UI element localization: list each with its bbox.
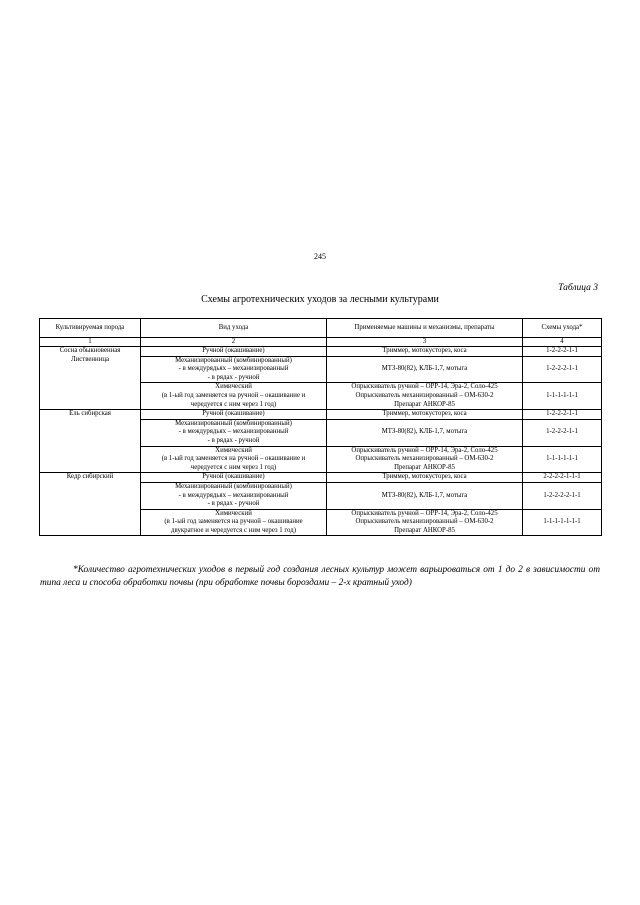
- footnote: *Количество агротехнических уходов в первый год создания лесных культур может варьироваться от 1 до 2 в зависимости от типа леса и способа обработки почвы (при обработке почвы бороздами – 2-х кратный уход): [40, 565, 600, 588]
- cell-line: Препарат АНКОР-85: [394, 400, 455, 408]
- cell-line: Сосна обыкновенная: [59, 347, 121, 354]
- header-species: Культивируемая порода: [40, 319, 141, 338]
- scheme-cell: 2-2-2-2-1-1-1: [523, 473, 602, 483]
- care-type-cell: [141, 509, 327, 536]
- table-row: [40, 410, 602, 420]
- scheme-cell: 1-2-2-2-2-1-1: [523, 482, 602, 509]
- care-type-cell: [141, 419, 327, 446]
- table-row: [40, 347, 602, 357]
- column-number: 2: [141, 338, 327, 347]
- cell-line: Препарат АНКОР-85: [394, 526, 455, 534]
- cell-line: Кедр сибирский: [66, 473, 114, 481]
- table-body: [40, 347, 602, 536]
- cell-line: (в 1-ый год заменяется на ручной – окашивание: [164, 518, 303, 526]
- cell-line: - в рядах - ручной: [207, 373, 260, 381]
- cell-line: МТЗ-80(82), КЛБ-1,7, мотыга: [381, 365, 468, 373]
- column-number: 3: [327, 338, 523, 347]
- scheme-cell: 1-2-2-2-1-1: [523, 347, 602, 357]
- page-number: 245: [314, 252, 326, 261]
- scheme-cell: 1-1-1-1-1-1-1: [523, 509, 602, 536]
- cell-line: - в междурядьях – механизированный: [178, 428, 289, 436]
- table-row: [40, 473, 602, 483]
- cell-line: Опрыскиватель ручной – ОРР-14, Эра-2, Соло-425: [351, 383, 498, 391]
- cell-line: - в междурядьях – механизированный: [178, 365, 289, 373]
- cell-line: Опрыскиватель ручной – ОРР-14, Эра-2, Соло-425: [351, 509, 498, 517]
- header-care-type: Вид ухода: [141, 319, 327, 338]
- cell-line: Ручной (окашивание): [202, 473, 265, 481]
- cell-line: Химический: [215, 446, 252, 454]
- care-type-cell: [141, 473, 327, 483]
- column-number: 4: [523, 338, 602, 347]
- cell-line: Механизированный (комбинированный): [175, 482, 292, 490]
- cell-line: Триммер, мотокусторез, коса: [382, 473, 467, 481]
- scheme-cell: 1-1-1-1-1-1: [523, 383, 602, 410]
- cell-line: (в 1-ый год заменяется на ручной – окашивание и: [161, 391, 306, 399]
- table-label: Таблица 3: [558, 283, 598, 293]
- care-type-cell: [141, 356, 327, 383]
- header-machines: Применяемые машины и механизмы, препараты: [327, 319, 523, 338]
- column-number: 1: [40, 338, 141, 347]
- cell-line: Триммер, мотокусторез, коса: [382, 410, 467, 418]
- machines-cell: [327, 446, 523, 473]
- scheme-cell: 1-2-2-2-1-1: [523, 410, 602, 420]
- cell-line: МТЗ-80(82), КЛБ-1,7, мотыга: [381, 491, 468, 499]
- machines-cell: [327, 383, 523, 410]
- cell-line: Опрыскиватель механизированный – ОМ-630-2: [355, 391, 494, 399]
- machines-cell: [327, 419, 523, 446]
- cell-line: Механизированный (комбинированный): [175, 356, 292, 364]
- machines-cell: [327, 347, 523, 357]
- care-type-cell: [141, 446, 327, 473]
- scheme-cell: 1-2-2-2-1-1: [523, 356, 602, 383]
- table-header-row: [40, 319, 602, 338]
- cell-line: Химический: [215, 509, 252, 517]
- machines-cell: [327, 509, 523, 536]
- cell-line: Триммер, мотокусторез, коса: [382, 347, 467, 354]
- cell-line: чередуется с ним через 1 год): [190, 463, 277, 471]
- species-cell: [40, 410, 141, 473]
- cell-line: Опрыскиватель механизированный – ОМ-630-2: [355, 455, 494, 463]
- care-type-cell: [141, 482, 327, 509]
- cell-line: (в 1-ый год заменяется на ручной – окашивание и: [161, 455, 306, 463]
- cell-line: Лиственница: [71, 355, 109, 363]
- care-type-cell: [141, 347, 327, 357]
- cell-line: МТЗ-80(82), КЛБ-1,7, мотыга: [381, 428, 468, 436]
- cell-line: - в междурядьях – механизированный: [178, 491, 289, 499]
- care-type-cell: [141, 410, 327, 420]
- cell-line: Опрыскиватель ручной – ОРР-14, Эра-2, Соло-425: [351, 446, 498, 454]
- machines-cell: [327, 473, 523, 483]
- cell-line: Ручной (окашивание): [202, 410, 265, 418]
- machines-cell: [327, 410, 523, 420]
- care-schemes-table: [39, 318, 602, 536]
- cell-line: Механизированный (комбинированный): [175, 419, 292, 427]
- scheme-cell: 1-1-1-1-1-1: [523, 446, 602, 473]
- header-scheme: Схемы ухода*: [523, 319, 602, 338]
- cell-line: Ель сибирская: [69, 410, 111, 418]
- column-number-row: [40, 338, 602, 347]
- scheme-cell: 1-2-2-2-1-1: [523, 419, 602, 446]
- cell-line: - в рядах - ручной: [207, 500, 260, 508]
- care-type-cell: [141, 383, 327, 410]
- cell-line: Опрыскиватель механизированный – ОМ-630-2: [355, 518, 494, 526]
- cell-line: чередуется с ним через 1 год): [190, 400, 277, 408]
- species-cell: [40, 473, 141, 536]
- cell-line: двукратное и чередуется с ним через 1 год): [171, 526, 296, 534]
- table-title: Схемы агротехнических уходов за лесными культурами: [201, 294, 439, 305]
- machines-cell: [327, 482, 523, 509]
- cell-line: Препарат АНКОР-85: [394, 463, 455, 471]
- cell-line: Химический: [215, 383, 252, 391]
- cell-line: - в рядах - ручной: [207, 436, 260, 444]
- machines-cell: [327, 356, 523, 383]
- species-cell: [40, 347, 141, 410]
- cell-line: Ручной (окашивание): [202, 347, 265, 354]
